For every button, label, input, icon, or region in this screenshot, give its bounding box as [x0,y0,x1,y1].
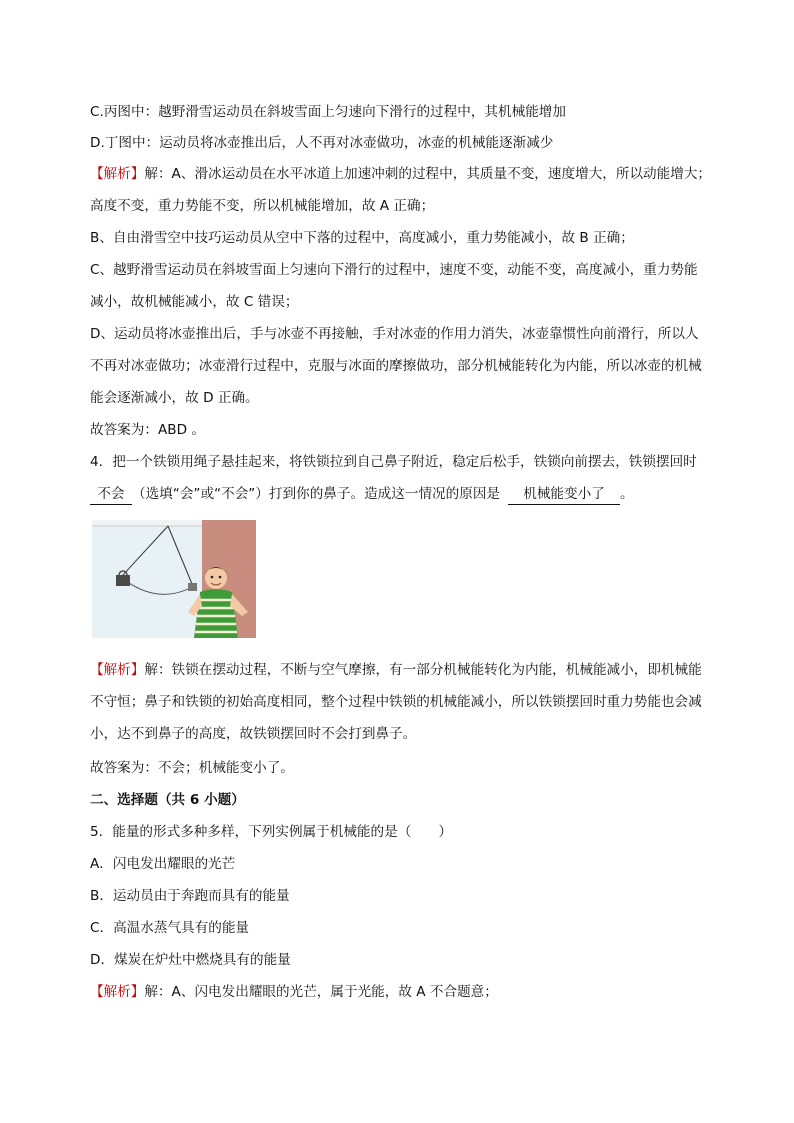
analysis-tag: 【解析】 [90,166,145,182]
answer-blank-2[interactable]: 机械能变小了 [508,484,620,505]
analysis-line: 能会逐渐减小，故 D 正确。 [90,390,259,406]
section-heading: 二、选择题（共 6 小题） [90,792,245,808]
option-d: D.丁图中：运动员将冰壶推出后，人不再对冰壶做功，冰壶的机械能逐渐减少 [90,135,554,151]
question-4-blanks: 不会 （选填“会”或“不会”）打到你的鼻子。造成这一情况的原因是 机械能变小了 。 [90,484,634,505]
analysis-tag: 【解析】 [90,984,145,1000]
analysis-line: 不守恒；鼻子和铁锁的初始高度相同，整个过程中铁锁的机械能减小，所以铁锁摆回时重力势能也会减 [90,694,702,710]
analysis-line: 减小，故机械能减小，故 C 错误； [90,294,299,310]
answer-blank-1[interactable]: 不会 [90,484,132,505]
pendulum-illustration-svg [92,520,256,638]
analysis-tag: 【解析】 [90,662,145,678]
question-5-stem: 5．能量的形式多种多样，下列实例属于机械能的是（ ） [90,824,453,840]
analysis-line: 【解析】解：铁锁在摆动过程，不断与空气摩擦，有一部分机械能转化为内能，机械能减小，即机械能 [90,662,702,678]
analysis-line: 不再对冰壶做功；冰壶滑行过程中，克服与冰面的摩擦做功，部分机械能转化为内能，所以冰壶的机械 [90,358,702,374]
analysis-line: 小，达不到鼻子的高度，故铁锁摆回时不会打到鼻子。 [90,726,417,742]
option-d: D．煤炭在炉灶中燃烧具有的能量 [90,952,291,968]
analysis-line: C、越野滑雪运动员在斜坡雪面上匀速向下滑行的过程中，速度不变，动能不变，高度减小，重力势能 [90,262,698,278]
option-c: C.丙图中：越野滑雪运动员在斜坡雪面上匀速向下滑行的过程中，其机械能增加 [90,104,566,120]
option-c: C．高温水蒸气具有的能量 [90,920,250,936]
analysis-line: D、运动员将冰壶推出后，手与冰壶不再接触，手对冰壶的作用力消失，冰壶靠惯性向前滑行，所以人 [90,326,699,342]
analysis-line: 【解析】解：A、闪电发出耀眼的光芒，属于光能，故 A 不合题意； [90,984,498,1000]
analysis-line: 高度不变，重力势能不变，所以机械能增加，故 A 正确； [90,198,435,214]
answer-line: 故答案为：ABD 。 [90,422,205,438]
option-a: A．闪电发出耀眼的光芒 [90,856,236,872]
question-4-stem: 4．把一个铁锁用绳子悬挂起来，将铁锁拉到自己鼻子附近，稳定后松手，铁锁向前摆去，铁锁摆回时 [90,454,697,470]
pendulum-illustration [92,520,256,638]
analysis-line: B、自由滑雪空中技巧运动员从空中下落的过程中，高度减小，重力势能减小，故 B 正确； [90,230,634,246]
option-b: B．运动员由于奔跑而具有的能量 [90,888,290,904]
answer-line: 故答案为：不会；机械能变小了。 [90,760,294,776]
analysis-line: 【解析】解：A、滑冰运动员在水平冰道上加速冲刺的过程中，其质量不变，速度增大，所以动能增大； [90,166,712,182]
